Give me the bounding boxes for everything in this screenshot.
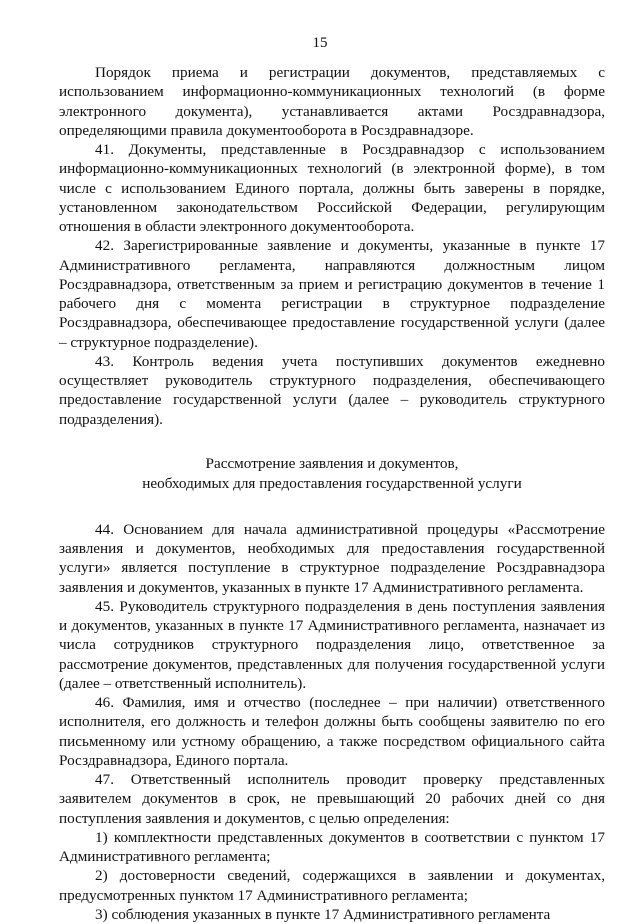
paragraph-registration-order: Порядок приема и регистрации документов, представляемых с использованием информационно-коммуникационных технологий (в форме электронного документа), устанавливается актами Росздравнадзора, определяющими правила документооборота в Росздравнадзоре. [59,64,605,139]
paragraph-43: 43. Контроль ведения учета поступивших документов ежедневно осуществляет руководитель структурного подразделения, обеспечивающего предоставление государственной услуги (далее – руководитель структурного подразделения). [59,352,605,428]
section-heading-line-1: Рассмотрение заявления и документов, [205,454,459,472]
paragraph-47: 47. Ответственный исполнитель проводит проверку представленных заявителем документов в срок, не превышающий 20 рабочих дней со дня поступления заявления и документов, с целью определения: [59,771,605,827]
paragraph-46: 46. Фамилия, имя и отчество (последнее – при наличии) ответственного исполнителя, его должность и телефон должны быть сообщены заявителю по его письменному или устному обращению, а также посредством официального сайта Росздравнадзора, Единого портала. [59,694,605,769]
paragraph-41: 41. Документы, представленные в Росздравнадзор с использованием информационно-коммуникационных технологий (в электронной форме), в том числе с использованием Единого портала, должны быть заверены в порядке, установленном законодательством Российской Федерации, регулирующим отношения в области электронного документооборота. [59,141,605,235]
list-item-1: 1) комплектности представленных документов в соответствии с пунктом 17 Административного регламента; [59,828,605,865]
list-item-2: 2) достоверности сведений, содержащихся в заявлении и документах, предусмотренных пунктом 17 Административного регламента; [59,867,605,904]
section-heading [59,454,605,494]
document-body [59,63,605,924]
paragraph-45: 45. Руководитель структурного подразделения в день поступления заявления и документов, указанных в пункте 17 Административного регламента, назначает из числа сотрудников структурного подразделения лицо, ответственное за рассмотрение документов, представленных для получения государственной услуги (далее – ответственный исполнитель). [59,597,605,692]
paragraph-42: 42. Зарегистрированные заявление и документы, указанные в пункте 17 Административного регламента, направляются должностным лицом Росздравнадзора, ответственным за прием и регистрацию документов в течение 1 рабочего дня с момента регистрации в структурное подразделение Росздравнадзора, обеспечивающее предоставление государственной услуги (далее – структурное подразделение). [59,237,605,351]
paragraph-44: 44. Основанием для начала административной процедуры «Рассмотрение заявления и документов, необходимых для предоставления государственной услуги» является поступление в структурное подразделение Росздравнадзора заявления и документов, указанных в пункте 17 Административного регламента. [59,520,605,596]
list-item-3: 3) соблюдения указанных в пункте 17 Административного регламента [95,905,551,923]
section-heading-line-2: необходимых для предоставления государственной услуги [142,474,522,492]
page-number: 15 [312,35,328,51]
